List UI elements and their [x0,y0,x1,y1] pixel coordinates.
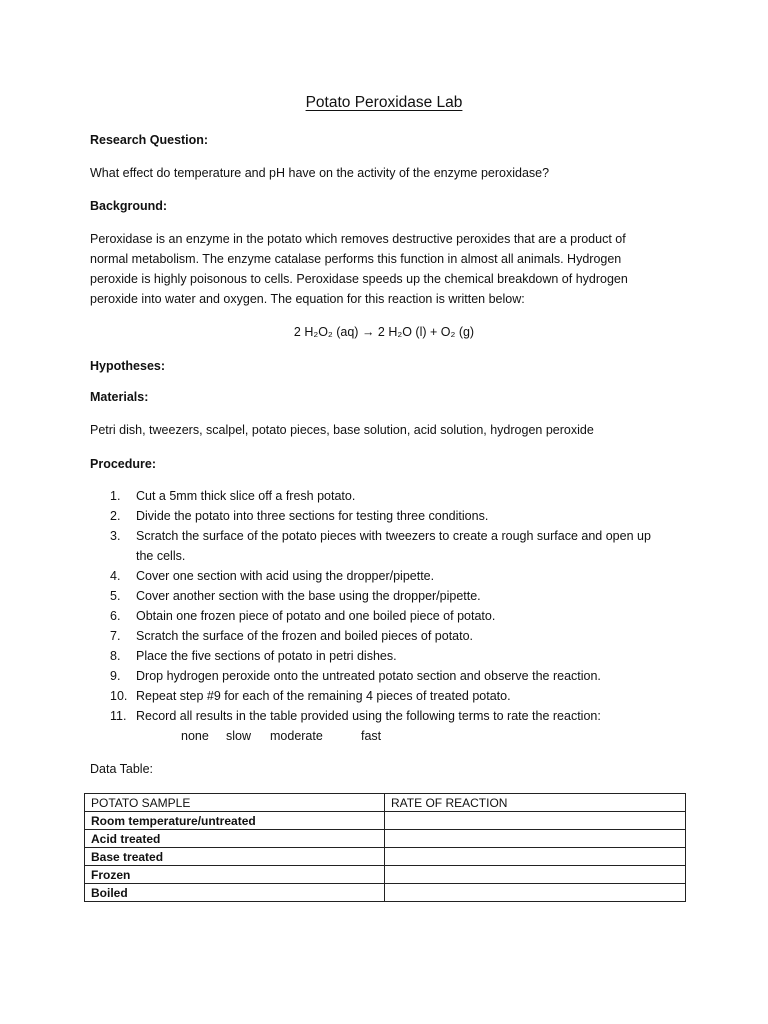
step-text: Scratch the surface of the potato pieces with tweezers to create a rough surface and open up [136,529,651,543]
procedure-step [110,686,670,706]
step-text: Record all results in the table provided using the following terms to rate the reaction: [136,709,601,723]
procedure-step [110,666,670,686]
table-cell-sample: Base treated [85,848,385,866]
table-row [85,830,686,848]
step-number: 11. [110,709,127,723]
procedure-step [110,566,670,586]
research-question-text: What effect do temperature and pH have on the activity of the enzyme peroxidase? [90,166,550,180]
table-row [85,812,686,830]
step-text-continued: the cells. [136,549,186,563]
table-row [85,848,686,866]
procedure-step [110,606,670,626]
step-text: Divide the potato into three sections for testing three conditions. [136,509,489,523]
background-line: normal metabolism. The enzyme catalase performs this function in almost all animals. Hydrogen [90,252,622,266]
step-text: Cut a 5mm thick slice off a fresh potato. [136,489,356,503]
table-cell-rate[interactable] [385,830,686,848]
step-text: Drop hydrogen peroxide onto the untreated potato section and observe the reaction. [136,669,601,683]
step-text: Scratch the surface of the frozen and boiled pieces of potato. [136,629,474,643]
background-line: Peroxidase is an enzyme in the potato which removes destructive peroxides that are a product of [90,232,626,246]
rating-term: slow [226,729,252,743]
table-cell-rate[interactable] [385,812,686,830]
background-paragraph [90,229,690,309]
procedure-step [110,646,670,666]
column-header: POTATO SAMPLE [85,794,385,812]
table-header-row [85,794,686,812]
step-text: Cover another section with the base using the dropper/pipette. [136,589,481,603]
procedure-step [110,586,670,606]
procedure-step [110,506,670,526]
data-table [84,793,686,902]
step-number: 9. [110,669,121,683]
step-number: 7. [110,629,121,643]
materials-text: Petri dish, tweezers, scalpel, potato pieces, base solution, acid solution, hydrogen peroxide [90,423,594,437]
table-cell-sample: Frozen [85,866,385,884]
step-text: Repeat step #9 for each of the remaining 4 pieces of treated potato. [136,689,511,703]
step-number: 10. [110,689,128,703]
step-number: 4. [110,569,121,583]
procedure-step [110,706,670,726]
page-title: Potato Peroxidase Lab [305,94,463,111]
rating-term: moderate [270,729,323,743]
step-number: 1. [110,489,121,503]
rating-terms [181,726,401,746]
research-question-heading: Research Question: [90,133,209,147]
background-heading: Background: [90,199,168,213]
column-header: RATE OF REACTION [385,794,686,812]
step-number: 2. [110,509,121,523]
step-number: 3. [110,529,121,543]
step-number: 8. [110,649,121,663]
table-cell-sample: Acid treated [85,830,385,848]
table-cell-sample: Room temperature/untreated [85,812,385,830]
procedure-steps [110,486,670,726]
step-text: Obtain one frozen piece of potato and one boiled piece of potato. [136,609,496,623]
step-number: 5. [110,589,121,603]
table-cell-rate[interactable] [385,848,686,866]
rating-term: fast [361,729,382,743]
table-cell-rate[interactable] [385,866,686,884]
procedure-heading: Procedure: [90,457,156,471]
procedure-step [110,526,670,566]
table-row [85,884,686,902]
hypotheses-heading: Hypotheses: [90,359,166,373]
rating-term: none [181,729,209,743]
table-cell-sample: Boiled [85,884,385,902]
reaction-equation: 2 H₂O₂ (aq) → 2 H₂O (l) + O₂ (g) [293,325,475,339]
background-line: peroxide into water and oxygen. The equation for this reaction is written below: [90,292,525,306]
materials-heading: Materials: [90,390,149,404]
step-text: Cover one section with acid using the dropper/pipette. [136,569,435,583]
procedure-step [110,486,670,506]
procedure-step [110,626,670,646]
background-line: peroxide is highly poisonous to cells. Peroxidase speeds up the chemical breakdown of hydrogen [90,272,628,286]
data-table-heading: Data Table: [90,762,154,776]
table-row [85,866,686,884]
step-number: 6. [110,609,121,623]
table-cell-rate[interactable] [385,884,686,902]
step-text: Place the five sections of potato in petri dishes. [136,649,397,663]
